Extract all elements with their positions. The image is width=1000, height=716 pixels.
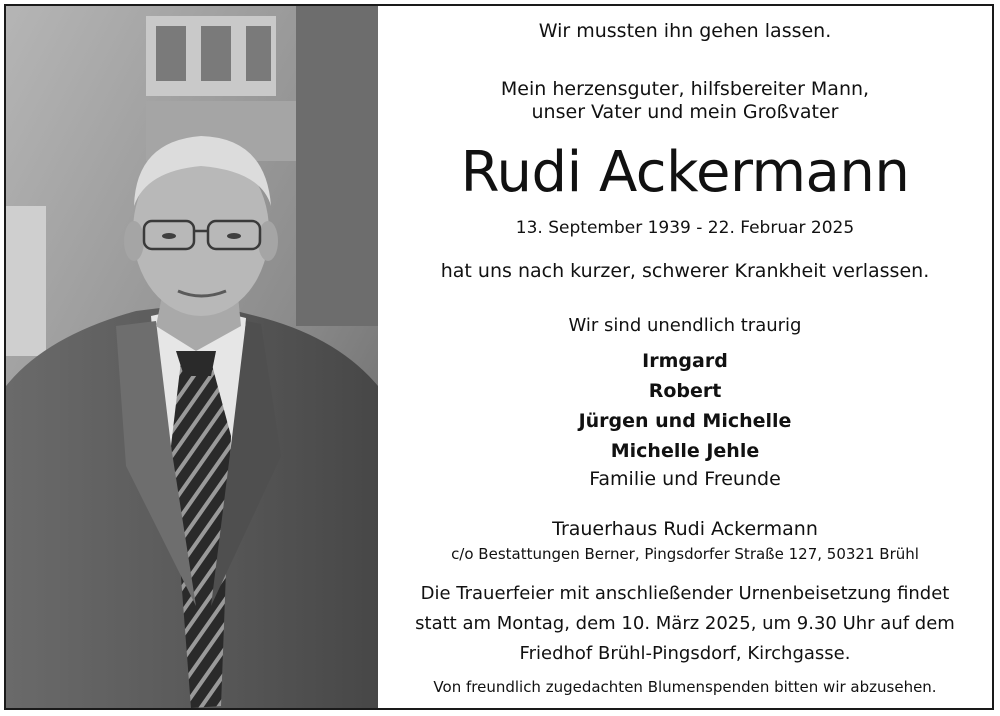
obituary-frame [4, 4, 994, 710]
portrait-photo [6, 6, 378, 708]
funeral-line-1: Die Trauerfeier mit anschließender Urnenbeisetzung findet [420, 583, 950, 604]
family-line: Familie und Freunde [589, 468, 781, 490]
obituary-text [378, 6, 992, 708]
subtitle-line-1: Mein herzensguter, hilfsbereiter Mann, [500, 78, 870, 100]
mourning-address: c/o Bestattungen Berner, Pingsdorfer Straße 127, 50321 Brühl [451, 545, 919, 563]
funeral-line-2: statt am Montag, dem 10. März 2025, um 9.30 Uhr auf dem [415, 613, 955, 634]
sadness-line: Wir sind unendlich traurig [568, 315, 802, 336]
departed-line: hat uns nach kurzer, schwerer Krankheit verlassen. [440, 260, 930, 282]
life-dates: 13. September 1939 - 22. Februar 2025 [515, 218, 855, 238]
subtitle-line-2: unser Vater und mein Großvater [531, 101, 839, 123]
deceased-name: Rudi Ackermann [460, 140, 910, 205]
mourner-name: Robert [648, 380, 722, 402]
funeral-line-3: Friedhof Brühl-Pingsdorf, Kirchgasse. [519, 643, 851, 664]
flowers-note: Von freundlich zugedachten Blumenspenden bitten wir abzusehen. [433, 678, 937, 696]
mourner-name: Jürgen und Michelle [578, 410, 792, 432]
mourner-name: Irmgard [642, 350, 728, 372]
mourning-house: Trauerhaus Rudi Ackermann [552, 518, 818, 540]
portrait-image [6, 6, 378, 708]
mourner-name: Michelle Jehle [610, 440, 760, 462]
intro-line: Wir mussten ihn gehen lassen. [538, 20, 832, 42]
